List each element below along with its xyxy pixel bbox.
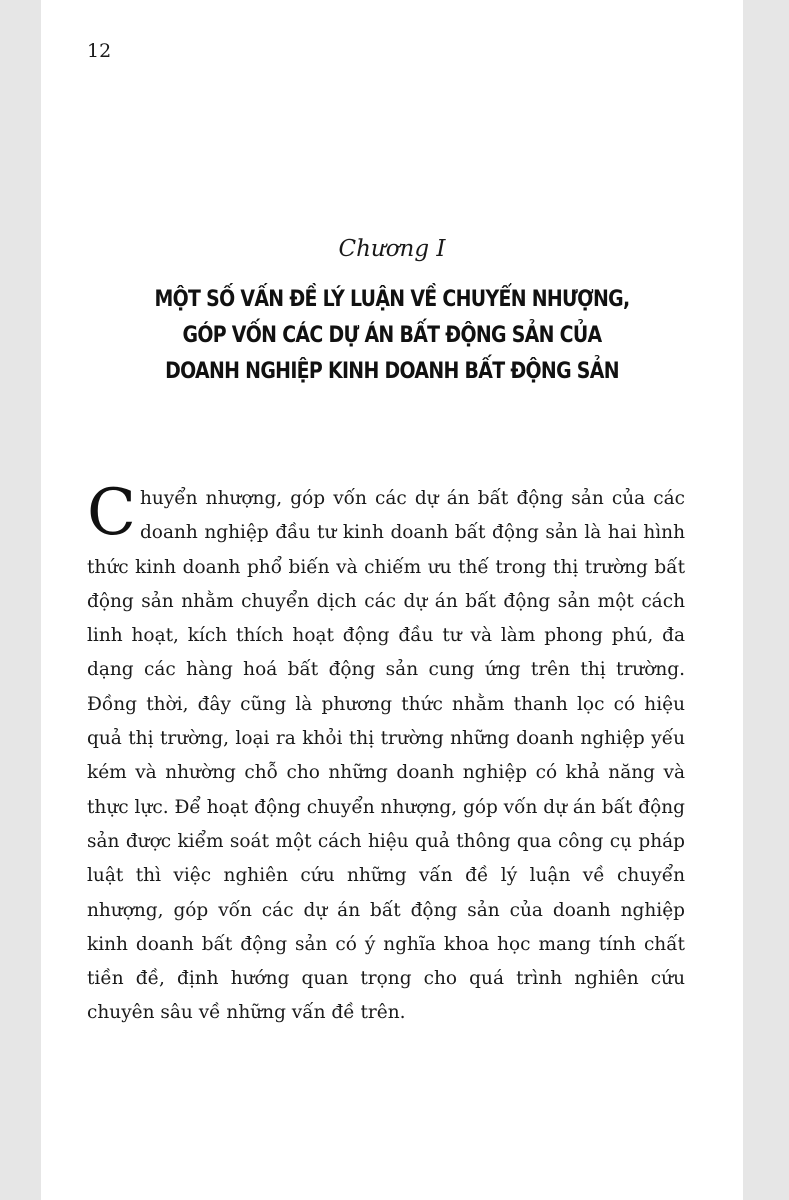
body-paragraph-text: huyển nhượng, góp vốn các dự án bất động sản của các doanh nghiệp đầu tư kinh doanh bất động sản là hai hình thức kinh doanh phổ biến và chiếm ưu thế trong thị trường bất động sản nhằm chuyển dịch các dự án bất động sản một cách linh hoạt, kích thích hoạt động đầu tư và làm phong phú, đa dạng các hàng hoá bất động sản cung ứng trên thị trường. Đồng thời, đây cũng là phương thức nhằm thanh lọc có hiệu quả thị trường, loại ra khỏi thị trường những doanh nghiệp yếu kém và nhường chỗ cho những doanh nghiệp có khả năng và thực lực. Để hoạt động chuyển nhượng, góp vốn dự án bất động sản được kiểm soát một cách hiệu quả thông qua công cụ pháp luật thì việc nghiên cứu những vấn đề lý luận về chuyển nhượng, góp vốn các dự án bất động sản của doanh nghiệp kinh doanh bất động sản có ý nghĩa khoa học mang tính chất tiền đề, định hướng quan trọng cho quá trình nghiên cứu chuyên sâu về những vấn đề trên. xyxy=(87,488,685,1024)
drop-cap: C xyxy=(87,476,136,550)
chapter-title-line-3: DOANH NGHIỆP KINH DOANH BẤT ĐỘNG SẢN xyxy=(165,359,619,384)
chapter-label: Chương I xyxy=(338,236,446,262)
page-number: 12 xyxy=(87,40,112,62)
chapter-title-line-1: MỘT SỐ VẤN ĐỀ LÝ LUẬN VỀ CHUYỂN NHƯỢNG, xyxy=(154,287,630,312)
body-paragraph xyxy=(87,476,685,1031)
chapter-title xyxy=(90,282,694,390)
book-page xyxy=(41,0,743,1200)
chapter-title-line-2: GÓP VỐN CÁC DỰ ÁN BẤT ĐỘNG SẢN CỦA xyxy=(182,323,602,348)
